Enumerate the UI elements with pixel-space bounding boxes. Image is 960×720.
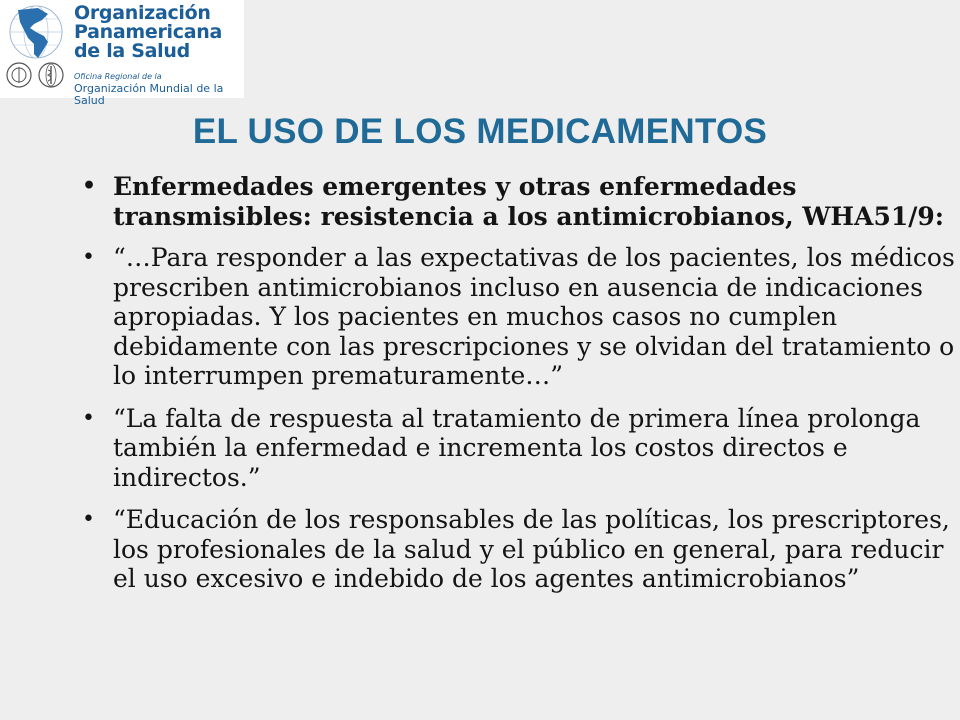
org-subtitle-main: Organización Mundial de la Salud	[74, 82, 224, 107]
americas-globe-icon	[4, 4, 68, 60]
org-name-line-2: Panamericana	[74, 21, 222, 43]
organization-subtitle	[74, 71, 244, 107]
bullet-item	[82, 243, 956, 391]
slide-title: EL USO DE LOS MEDICAMENTOS	[192, 112, 768, 151]
org-name-line-3: de la Salud	[74, 40, 190, 62]
bullet-text: “Educación de los responsables de las políticas, los prescriptores, los profesionales de la salud y el público en general, para reducir el uso excesivo e indebido de los agentes antimicrobianos”	[113, 505, 950, 593]
bullet-text: Enfermedades emergentes y otras enfermedades transmisibles: resistencia a los antimicrobianos, WHA51/9:	[113, 172, 944, 231]
bullet-marker: •	[82, 507, 95, 532]
bullet-list	[82, 172, 956, 607]
bullet-text: “La falta de respuesta al tratamiento de primera línea prolonga también la enfermedad e incrementa los costos directos e indirectos.”	[113, 403, 921, 492]
bullet-marker: •	[82, 173, 97, 199]
bullet-marker: •	[82, 245, 95, 270]
org-subtitle-small: Oficina Regional de la	[74, 72, 162, 81]
bullet-item	[82, 172, 956, 231]
org-name-line-1: Organización	[74, 2, 211, 24]
who-emblem-icon	[38, 62, 64, 88]
organization-name	[74, 4, 222, 61]
paho-emblem-icon	[6, 62, 32, 88]
bullet-item	[82, 404, 956, 493]
bullet-marker: •	[82, 405, 95, 431]
bullet-item	[82, 505, 956, 594]
bullet-text: “…Para responder a las expectativas de los pacientes, los médicos prescriben antimicrobianos incluso en ausencia de indicaciones apropiadas. Y los pacientes en muchos casos no cumplen debidamente con las prescripciones y se olvidan del tratamiento o lo interrumpen prematuramente…”	[113, 243, 955, 390]
paho-logo	[0, 0, 244, 107]
